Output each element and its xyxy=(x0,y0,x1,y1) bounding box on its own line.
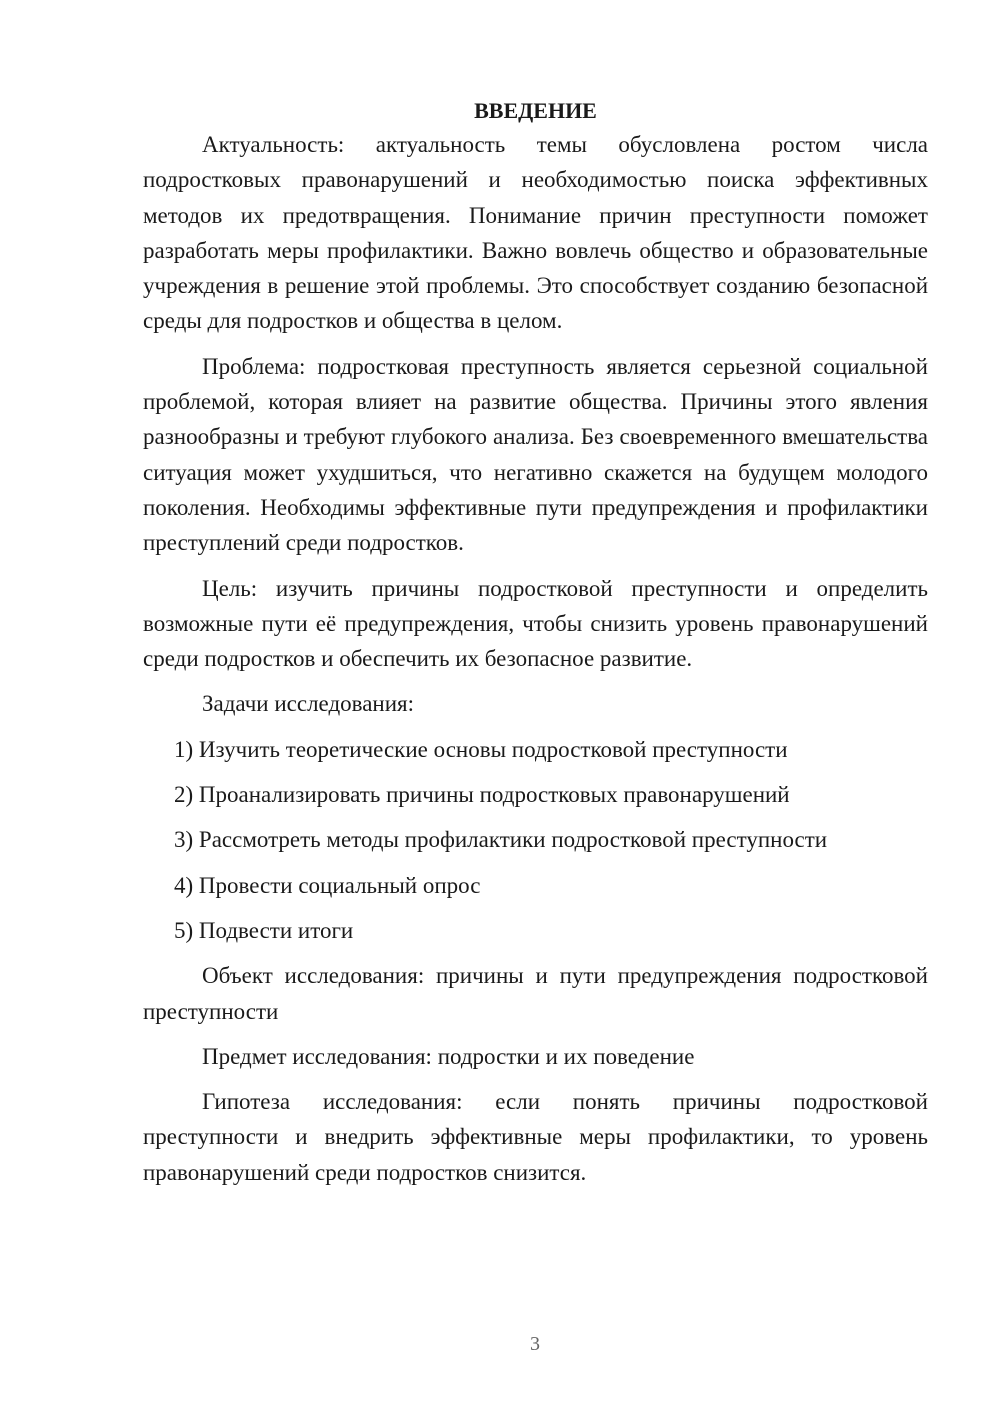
hypothesis-paragraph: Гипотеза исследования: если понять причины подростковой преступности и внедрить эффективные меры профилактики, то уровень правонарушений среди подростков снизится. xyxy=(143,1089,928,1185)
task-item-2: 2) Проанализировать причины подростковых правонарушений xyxy=(174,782,790,808)
tasks-heading: Задачи исследования: xyxy=(202,691,415,717)
object-paragraph: Объект исследования: причины и пути предупреждения подростковой преступности xyxy=(143,963,928,1024)
task-item-1: 1) Изучить теоретические основы подростковой преступности xyxy=(174,736,788,762)
page-number: 3 xyxy=(530,1333,540,1355)
page-body xyxy=(143,95,928,1190)
relevance-paragraph: Актуальность: актуальность темы обусловлена ростом числа подростковых правонарушений и необходимостью поиска эффективных методов их предотвращения. Понимание причин преступности поможет разработать меры профилактики. Важно вовлечь общество и образовательные учреждения в решение этой проблемы. Это способствует созданию безопасной среды для подростков и общества в целом. xyxy=(143,132,928,334)
task-item-4: 4) Провести социальный опрос xyxy=(174,872,481,898)
tasks-list xyxy=(143,732,928,948)
problem-paragraph: Проблема: подростковая преступность является серьезной социальной проблемой, которая влияет на развитие общества. Причины этого явления разнообразны и требуют глубокого анализа. Без своевременного вмешательства ситуация может ухудшиться, что негативно скажется на будущем молодого поколения. Необходимы эффективные пути предупреждения и профилактики преступлений среди подростков. xyxy=(143,353,928,556)
goal-paragraph: Цель: изучить причины подростковой преступности и определить возможные пути её предупреждения, чтобы снизить уровень правонарушений среди подростков и обеспечить их безопасное развитие. xyxy=(143,575,928,672)
task-item-5: 5) Подвести итоги xyxy=(174,917,354,943)
section-title: ВВЕДЕНИЕ xyxy=(474,98,597,123)
task-item-3: 3) Рассмотреть методы профилактики подростковой преступности xyxy=(174,827,828,853)
subject-paragraph: Предмет исследования: подростки и их поведение xyxy=(202,1043,695,1069)
